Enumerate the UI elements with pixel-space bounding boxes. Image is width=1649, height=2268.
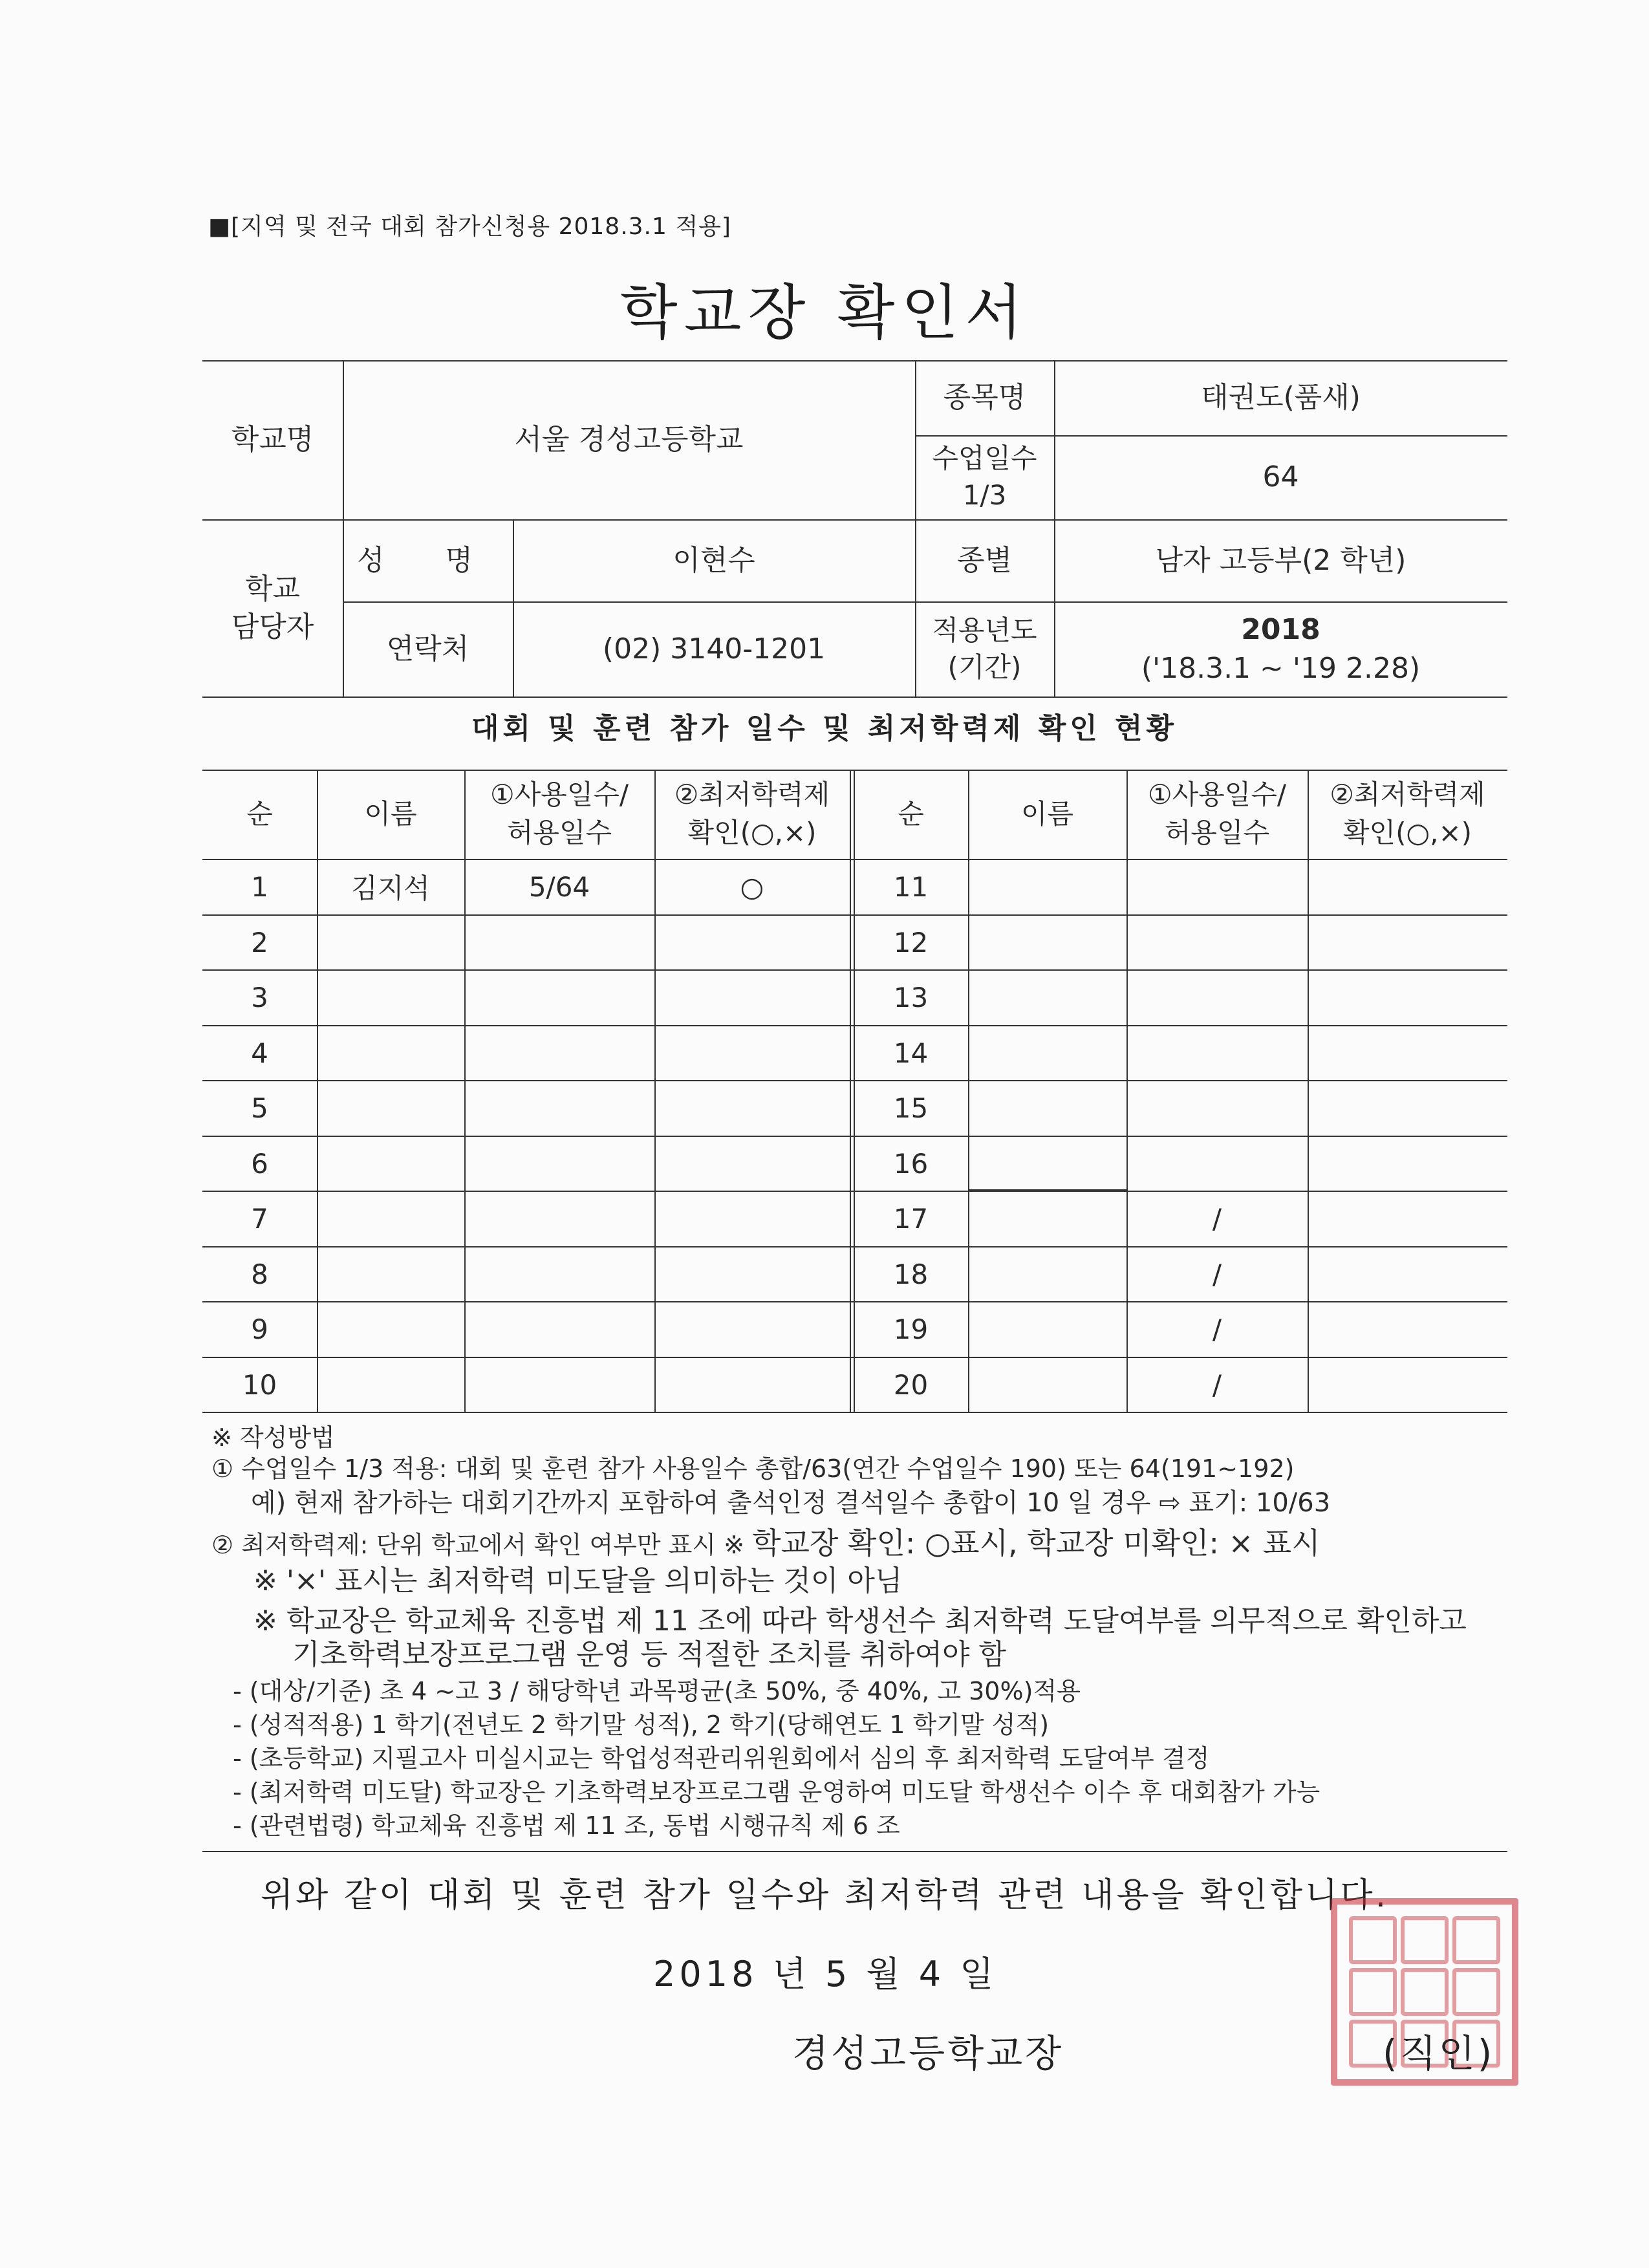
header-days-right: ①사용일수/ 허용일수 xyxy=(1147,779,1287,848)
table-cell-name xyxy=(317,1080,464,1136)
year-value: 2018 ('18.3.1 ~ '19 2.28) xyxy=(1141,613,1421,685)
header-tag: ■[지역 및 전국 대회 참가신청용 2018.3.1 적용] xyxy=(208,213,731,240)
table-cell-check xyxy=(1308,1136,1507,1191)
table-cell-check xyxy=(1308,1246,1507,1302)
notes-heading: ※ 작성방법 xyxy=(211,1423,335,1452)
table-cell-no: 1 xyxy=(251,870,268,903)
header-days: ①사용일수/ 허용일수 xyxy=(490,779,629,848)
event-label: 종목명 xyxy=(943,381,1026,415)
header-check-right: ②최저학력제 확인(○,×) xyxy=(1330,779,1485,848)
table-cell-days xyxy=(1126,1025,1308,1081)
table-cell-name xyxy=(317,1136,464,1191)
detail-3: - (초등학교) 지필고사 미실시교는 학업성적관리위원회에서 심의 후 최저학력 도달여부 결정 xyxy=(233,1744,1210,1773)
school-label: 학교명 xyxy=(231,423,314,457)
table-cell-no: 8 xyxy=(251,1258,268,1290)
note-1: ① 수업일수 1/3 적용: 대회 및 훈련 참가 사용일수 총합/63(연간 수업일수 190) 또는 64(191~192) xyxy=(211,1454,1295,1483)
table-cell-name xyxy=(968,914,1126,970)
table-cell-name xyxy=(968,1080,1126,1136)
table-cell-name xyxy=(968,859,1126,914)
table-cell-check xyxy=(1308,1301,1507,1357)
table-cell-check xyxy=(654,1136,850,1191)
classdays-label: 수업일수 1/3 xyxy=(932,442,1037,511)
manager-label: 학교 담당자 xyxy=(231,572,314,643)
table-cell-name xyxy=(968,1136,1126,1191)
confirm-text: 위와 같이 대회 및 훈련 참가 일수와 최저학력 관련 내용을 확인합니다. xyxy=(260,1876,1389,1915)
category-label: 종별 xyxy=(956,543,1012,577)
table-cell-name xyxy=(317,1357,464,1412)
table-cell-check: ○ xyxy=(740,870,764,903)
header-name-right: 이름 xyxy=(1020,797,1074,830)
table-cell-days xyxy=(1126,914,1308,970)
table-cell-days xyxy=(464,1080,654,1136)
table-cell-name xyxy=(317,1191,464,1246)
contact-value: (02) 3140-1201 xyxy=(602,632,826,665)
note-2: ② 최저학력제: 단위 학교에서 확인 여부만 표시 ※ 학교장 확인: ○표시, 학교장 미확인: × 표시 xyxy=(211,1526,1320,1561)
table-cell-no: 10 xyxy=(242,1368,277,1401)
table-cell-name xyxy=(317,1246,464,1302)
table-cell-days: / xyxy=(1212,1368,1222,1401)
table-split-line xyxy=(850,770,851,1412)
table-cell-no: 19 xyxy=(893,1313,929,1345)
principal-name: 경성고등학교장 xyxy=(792,2031,1064,2075)
table-cell-check xyxy=(1308,969,1507,1025)
table-cell-check xyxy=(1308,1191,1507,1246)
table-cell-name xyxy=(968,1191,1126,1246)
table-cell-check xyxy=(654,1080,850,1136)
table-cell-days xyxy=(1126,1136,1308,1191)
table-cell-check xyxy=(1308,914,1507,970)
table-cell-days xyxy=(464,1246,654,1302)
year-label: 적용년도 (기간) xyxy=(932,614,1037,683)
school-value: 서울 경성고등학교 xyxy=(514,423,744,457)
note-4: ※ 학교장은 학교체육 진흥법 제 11 조에 따라 학생선수 최저학력 도달여부를 의무적으로 확인하고 xyxy=(253,1604,1467,1637)
notes-divider xyxy=(202,1851,1507,1852)
table-cell-no: 2 xyxy=(251,926,268,958)
table-cell-no: 17 xyxy=(893,1202,929,1235)
table-cell-days: / xyxy=(1212,1258,1222,1290)
table-cell-no: 12 xyxy=(893,926,929,958)
detail-5: - (관련법령) 학교체육 진흥법 제 11 조, 동법 시행규칙 제 6 조 xyxy=(233,1811,900,1840)
table-cell-check xyxy=(654,914,850,970)
table-cell-days xyxy=(1126,1080,1308,1136)
table-cell-days xyxy=(464,1357,654,1412)
table-cell-days xyxy=(464,1191,654,1246)
table-cell-no: 11 xyxy=(893,870,929,903)
table-cell-check xyxy=(654,1246,850,1302)
table-cell-check xyxy=(1308,859,1507,914)
category-value: 남자 고등부(2 학년) xyxy=(1155,543,1406,577)
table-cell-name xyxy=(968,1025,1126,1081)
table-cell-no: 7 xyxy=(251,1202,268,1235)
date-text: 2018 년 5 월 4 일 xyxy=(653,1954,998,1994)
table-cell-no: 16 xyxy=(893,1147,929,1180)
table-cell-days xyxy=(464,1136,654,1191)
header-name: 이름 xyxy=(364,797,417,830)
table-cell-days xyxy=(464,1301,654,1357)
table-cell-check xyxy=(654,1191,850,1246)
name-value: 이현수 xyxy=(673,543,755,577)
header-no: 순 xyxy=(246,797,273,830)
table-cell-days xyxy=(464,914,654,970)
table-cell-no: 6 xyxy=(251,1147,268,1180)
table-cell-no: 5 xyxy=(251,1092,268,1124)
note-4-cont: 기초학력보장프로그램 운영 등 적절한 조치를 취하여야 함 xyxy=(292,1638,1007,1671)
table-cell-check xyxy=(654,969,850,1025)
table-cell-check xyxy=(1308,1025,1507,1081)
table-cell-name xyxy=(317,1301,464,1357)
name-label: 성 명 xyxy=(357,543,499,577)
table-cell-days xyxy=(464,1025,654,1081)
note-3: ※ '×' 표시는 최저학력 미도달을 의미하는 것이 아님 xyxy=(253,1564,903,1597)
table-cell-no: 3 xyxy=(251,981,268,1013)
table-cell-check xyxy=(1308,1080,1507,1136)
table-cell-name xyxy=(317,1025,464,1081)
table-cell-name xyxy=(968,1301,1126,1357)
contact-label: 연락처 xyxy=(386,632,469,665)
section-title: 대회 및 훈련 참가 일수 및 최저학력제 확인 현황 xyxy=(471,712,1178,745)
detail-2: - (성적적용) 1 학기(전년도 2 학기말 성적), 2 학기(당해연도 1 학기말 성적) xyxy=(233,1711,1050,1739)
table-cell-check xyxy=(654,1357,850,1412)
classdays-value: 64 xyxy=(1262,460,1299,494)
event-value: 태권도(품새) xyxy=(1201,381,1361,415)
table-cell-name xyxy=(968,969,1126,1025)
detail-1: - (대상/기준) 초 4 ~고 3 / 해당학년 과목평균(초 50%, 중 40%, 고 30%)적용 xyxy=(233,1677,1081,1705)
table-cell-no: 14 xyxy=(893,1037,929,1069)
table-cell-no: 18 xyxy=(893,1258,929,1290)
document-title: 학교장 확인서 xyxy=(620,278,1029,347)
table-cell-name: 김지석 xyxy=(351,872,430,904)
table-cell-days: / xyxy=(1212,1202,1222,1235)
table-cell-days xyxy=(464,969,654,1025)
table-cell-no: 20 xyxy=(893,1368,929,1401)
table-cell-days: / xyxy=(1212,1313,1222,1345)
table-cell-no: 9 xyxy=(251,1313,268,1345)
table-cell-no: 13 xyxy=(893,981,929,1013)
table-top-line xyxy=(202,770,1507,771)
header-no-right: 순 xyxy=(898,797,924,830)
table-cell-name xyxy=(317,914,464,970)
table-cell-days xyxy=(1126,859,1308,914)
note-1-example: 예) 현재 참가하는 대회기간까지 포함하여 출석인정 결석일수 총합이 10 일 경우 ⇨ 표기: 10/63 xyxy=(251,1488,1331,1518)
table-cell-name xyxy=(968,1357,1126,1412)
seal-label: (직인) xyxy=(1383,2031,1495,2075)
table-cell-days xyxy=(1126,969,1308,1025)
table-cell-no: 15 xyxy=(893,1092,929,1124)
header-check: ②최저학력제 확인(○,×) xyxy=(674,779,830,848)
detail-4: - (최저학력 미도달) 학교장은 기초학력보장프로그램 운영하여 미도달 학생선수 이수 후 대회참가 가능 xyxy=(233,1778,1320,1806)
table-cell-check xyxy=(654,1025,850,1081)
table-cell-no: 4 xyxy=(251,1037,268,1069)
table-cell-check xyxy=(654,1301,850,1357)
table-cell-check xyxy=(1308,1357,1507,1412)
table-cell-days: 5/64 xyxy=(528,870,590,903)
table-cell-name xyxy=(317,969,464,1025)
table-cell-name xyxy=(968,1246,1126,1302)
